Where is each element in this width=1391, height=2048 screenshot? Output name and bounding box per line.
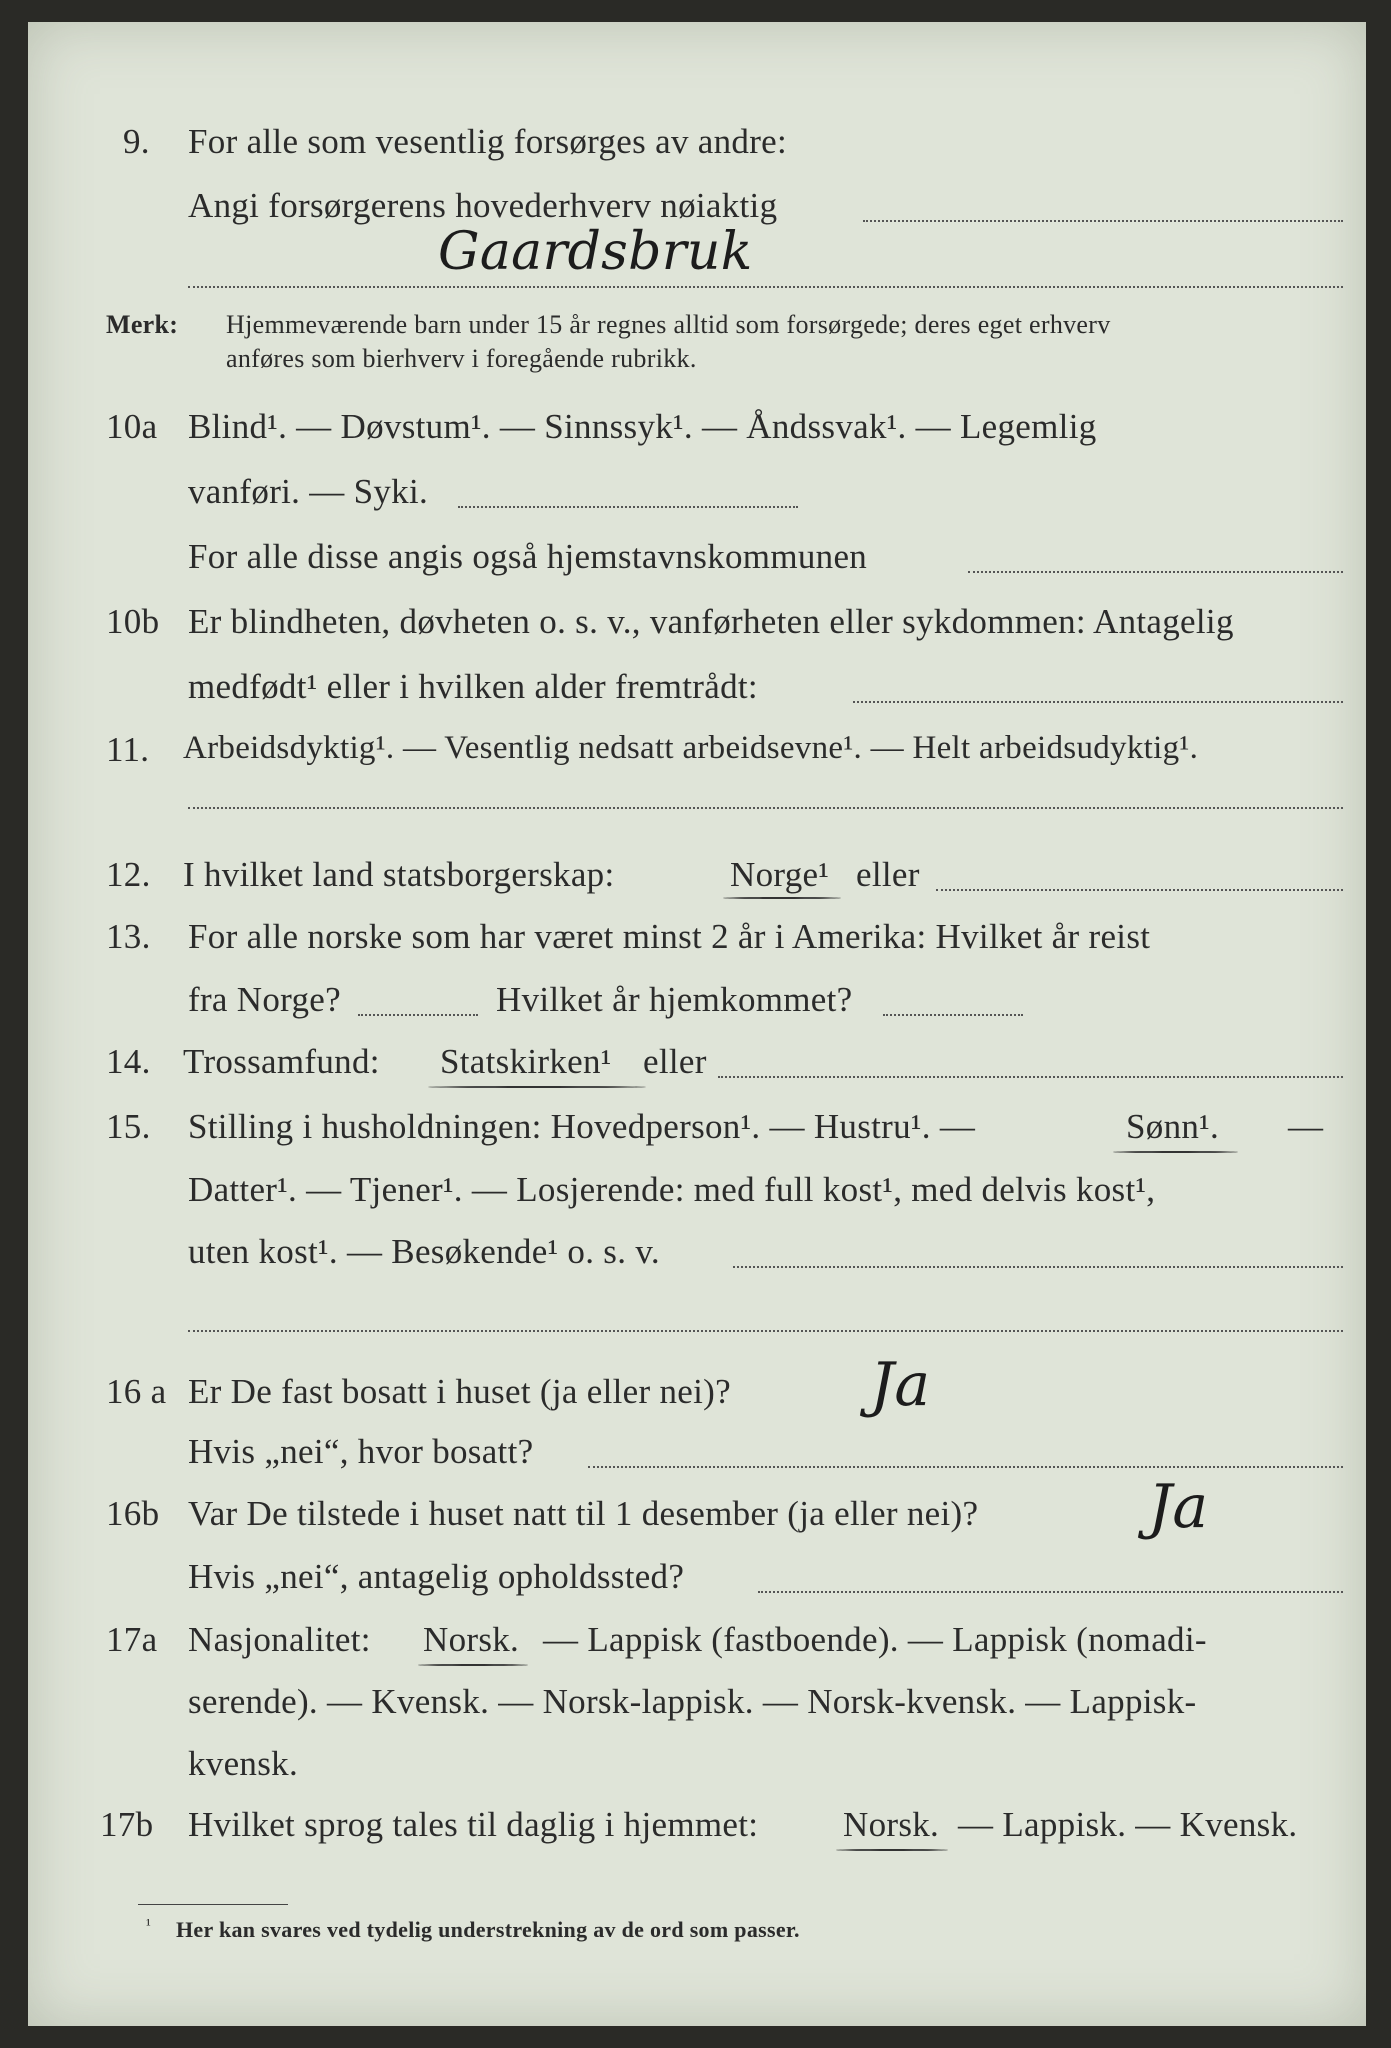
handwritten-answer: Ja [1148, 1472, 1209, 1542]
answer-line [863, 220, 1343, 222]
question-text: medfødt¹ eller i hvilken alder fremtrådt: [188, 667, 758, 706]
question-text: uten kost¹. — Besøkende¹ o. s. v. [188, 1232, 660, 1271]
answer-line [968, 571, 1343, 573]
question-number: 10a [106, 407, 158, 446]
footnote-divider [138, 1904, 288, 1905]
question-text: Er De fast bosatt i huset (ja eller nei)? [188, 1372, 731, 1411]
question-text: Er blindheten, døvheten o. s. v., vanførheten eller sykdommen: Antagelig [188, 602, 1234, 641]
answer-line [733, 1266, 1343, 1268]
note-text: Hjemmeværende barn under 15 år regnes alltid som forsørgede; deres eget erhverv [226, 310, 1111, 339]
question-number: 13. [106, 917, 151, 956]
handwritten-underline [723, 897, 841, 899]
choice-norsk: Norsk. [423, 1620, 520, 1659]
question-text: For alle norske som har været minst 2 år i Amerika: Hvilket år reist [188, 917, 1151, 956]
answer-line [188, 1330, 1343, 1332]
choice-norsk: Norsk. [843, 1805, 940, 1844]
question-number: 16b [106, 1494, 160, 1533]
question-text: Angi forsørgerens hovederhverv nøiaktig [188, 186, 778, 225]
handwritten-answer: Ja [870, 1350, 931, 1420]
question-text: For alle disse angis også hjemstavnskommunen [188, 537, 868, 576]
handwritten-underline [836, 1849, 948, 1851]
question-number: 15. [106, 1107, 151, 1146]
choice-sonn: Sønn¹. [1126, 1107, 1220, 1146]
question-number: 14. [106, 1042, 151, 1081]
choice-norge: Norge¹ [730, 855, 830, 894]
question-text: Nasjonalitet: [188, 1620, 371, 1659]
choice-statskirken: Statskirken¹ [440, 1042, 612, 1081]
answer-line [758, 1591, 1343, 1593]
handwritten-underline [428, 1086, 646, 1088]
question-text: Trossamfund: [183, 1042, 380, 1081]
answer-line [588, 1466, 1343, 1468]
question-text: eller [856, 855, 920, 894]
answer-line [853, 701, 1343, 703]
answer-line [936, 889, 1343, 891]
question-text: Var De tilstede i huset natt til 1 desember (ja eller nei)? [188, 1494, 979, 1533]
question-text: vanføri. — Syki. [188, 472, 429, 511]
question-text: Datter¹. — Tjener¹. — Losjerende: med full kost¹, med delvis kost¹, [188, 1170, 1156, 1209]
question-number: 17b [100, 1805, 154, 1844]
question-text: Hvis „nei“, hvor bosatt? [188, 1432, 534, 1471]
question-number: 17a [106, 1620, 158, 1659]
question-text: Stilling i husholdningen: Hovedperson¹. — Hustru¹. — [188, 1107, 976, 1146]
question-text: fra Norge? [188, 980, 341, 1019]
footnote-mark: ¹ [146, 1917, 152, 1934]
question-text: Hvilket sprog tales til daglig i hjemmet: [188, 1805, 759, 1844]
handwritten-underline [418, 1664, 528, 1666]
question-text: — Lappisk. — Kvensk. [958, 1805, 1298, 1844]
question-number: 16 a [106, 1372, 167, 1411]
question-text: Hvis „nei“, antagelig opholdssted? [188, 1557, 685, 1596]
question-text: Blind¹. — Døvstum¹. — Sinnssyk¹. — Åndssvak¹. — Legemlig [188, 407, 1097, 446]
note-text: anføres som bierhverv i foregående rubrikk. [226, 344, 697, 373]
question-number: 9. [123, 122, 150, 161]
answer-line [188, 807, 1343, 809]
question-text: serende). — Kvensk. — Norsk-lappisk. — Norsk-kvensk. — Lappisk- [188, 1682, 1197, 1721]
answer-line [458, 506, 798, 508]
question-text: I hvilket land statsborgerskap: [183, 855, 615, 894]
question-text: eller [643, 1042, 707, 1081]
census-form-page [28, 22, 1366, 2026]
question-text: — Lappisk (fastboende). — Lappisk (nomadi- [543, 1620, 1207, 1659]
question-text: Arbeidsdyktig¹. — Vesentlig nedsatt arbeidsevne¹. — Helt arbeidsudyktig¹. [183, 730, 1199, 766]
answer-line [358, 1014, 478, 1016]
question-number: 10b [106, 602, 160, 641]
handwritten-answer: Gaardsbruk [438, 222, 753, 282]
footnote-text: Her kan svares ved tydelig understrekning av de ord som passer. [176, 1917, 800, 1942]
question-text: Hvilket år hjemkommet? [496, 980, 853, 1019]
question-number: 12. [106, 855, 151, 894]
question-text: — [1288, 1107, 1324, 1146]
answer-line [883, 1014, 1023, 1016]
question-text: For alle som vesentlig forsørges av andre: [188, 122, 788, 161]
answer-line [188, 286, 1343, 288]
answer-line [718, 1076, 1343, 1078]
question-text: kvensk. [188, 1744, 299, 1783]
handwritten-underline [1113, 1151, 1238, 1153]
question-number: 11. [106, 730, 150, 769]
note-label: Merk: [106, 310, 179, 339]
